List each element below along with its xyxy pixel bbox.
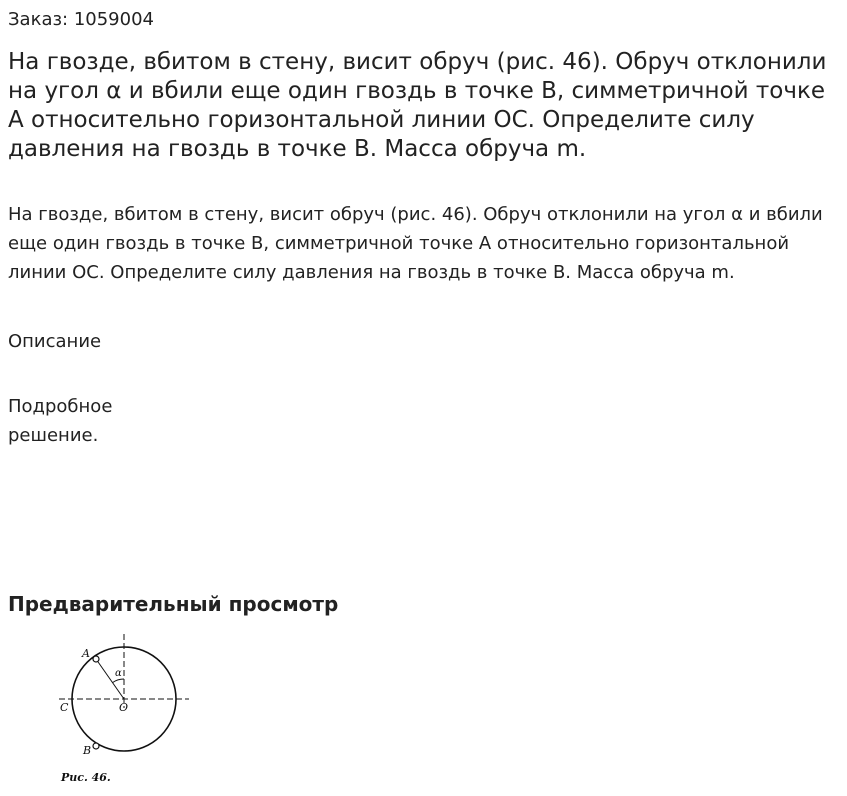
label-o: O [119, 701, 129, 714]
angle-arc [113, 679, 125, 683]
label-b: B [83, 744, 92, 757]
problem-title: На гвозде, вбитом в стену, висит обруч (рис. 46). Обруч отклонили на угол α и вбили еще один гвоздь в точке B, симметричной точке A относительно горизонтальной линии OC. Определите силу давления на гвоздь в точке B. Масса обруча m. [8, 49, 827, 162]
figure-caption: Рис. 46. [61, 771, 111, 784]
order-number: Заказ: 1059004 [8, 9, 154, 30]
hoop-diagram [55, 630, 195, 790]
nail-a [93, 656, 99, 662]
preview-heading: Предварительный просмотр [8, 592, 339, 616]
label-c: C [60, 701, 69, 714]
description-label: Описание [8, 331, 102, 352]
problem-text: На гвозде, вбитом в стену, висит обруч (рис. 46). Обруч отклонили на угол α и вбили еще один гвоздь в точке B, симметричной точке A относительно горизонтальной линии OC. Определите силу давления на гвоздь в точке B. Масса обруча m. [8, 204, 823, 283]
label-alpha: α [115, 668, 122, 679]
figure-46 [55, 630, 195, 790]
solution-label: Подробное решение. [8, 396, 113, 446]
nail-b [93, 743, 99, 749]
label-a: A [82, 647, 90, 660]
